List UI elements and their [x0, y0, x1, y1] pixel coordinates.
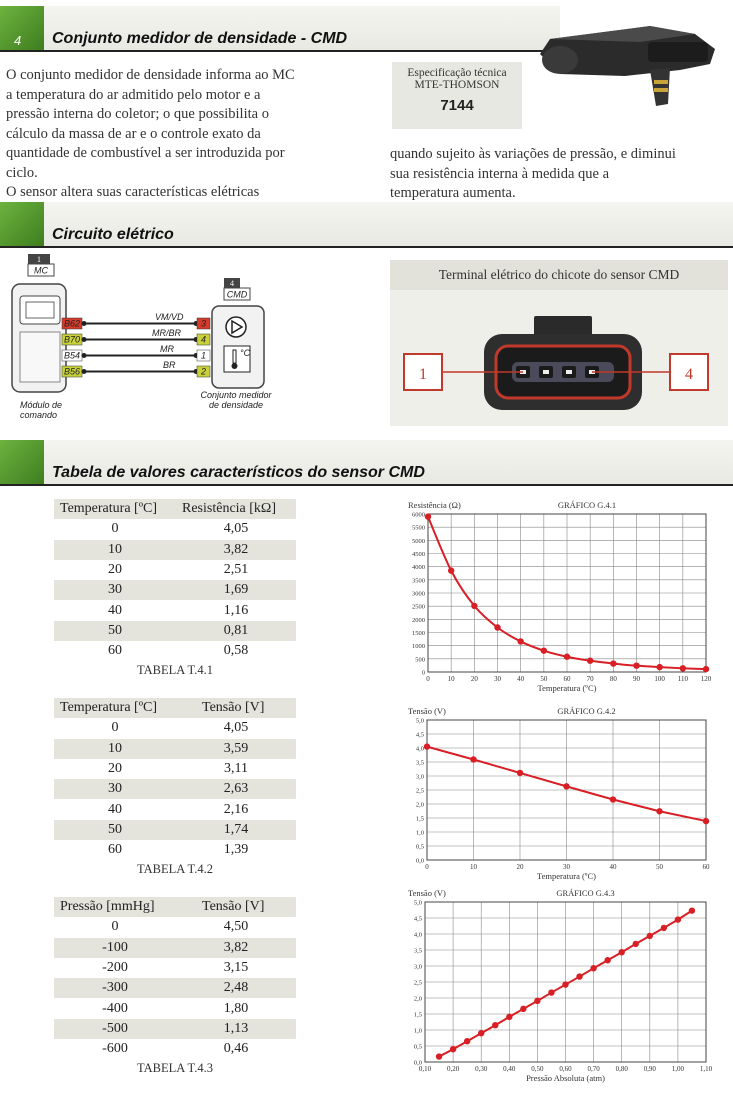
- data-point: [610, 660, 616, 666]
- table-cell: 3,82: [223, 939, 249, 955]
- x-tick-label: 20: [470, 675, 478, 683]
- table-cell: 4,05: [223, 720, 249, 736]
- x-tick-label: 1,10: [699, 1065, 713, 1073]
- connector-drawing: [390, 290, 728, 426]
- table-cell: 0,58: [223, 643, 249, 659]
- sensor-caption-line: Conjunto medidor: [200, 390, 272, 400]
- y-tick-label: 5500: [412, 524, 425, 532]
- data-point: [436, 1053, 442, 1059]
- table-caption: TABELA T.4.3: [137, 1061, 213, 1075]
- connector-panel: [390, 260, 728, 426]
- x-tick-label: 90: [633, 675, 640, 683]
- module-caption-line: comando: [20, 410, 58, 420]
- wire-3: [62, 344, 210, 361]
- sensor-caption-line: de densidade: [208, 400, 264, 410]
- table-header-row: [54, 499, 296, 519]
- x-tick-label: 0: [426, 675, 430, 683]
- pin-right: 1: [200, 350, 207, 361]
- data-point: [661, 925, 667, 931]
- intro-line: pressão interna do coletor; o que possibilita o: [6, 106, 269, 122]
- pin-right: 3: [200, 318, 207, 329]
- data-point: [470, 756, 476, 762]
- table-cell: 3,82: [223, 541, 249, 557]
- spec-line2: MTE-THOMSON: [414, 79, 500, 91]
- x-tick-label: 0,80: [615, 1065, 628, 1073]
- chart-g41: [400, 494, 720, 698]
- x-axis-label: Temperatura (ºC): [537, 683, 597, 693]
- data-point: [564, 654, 570, 660]
- y-tick-label: 1,5: [413, 1011, 422, 1019]
- data-point: [610, 796, 616, 802]
- x-tick-label: 30: [494, 675, 501, 683]
- table-cell: 1,69: [223, 582, 249, 598]
- y-tick-label: 0,0: [413, 1059, 422, 1067]
- table-cell: 50: [108, 622, 122, 638]
- data-point: [541, 647, 547, 653]
- section-title: Conjunto medidor de densidade - CMD: [52, 30, 348, 47]
- table-row: [54, 540, 296, 560]
- table-row: [54, 519, 296, 539]
- section-title: Tabela de valores característicos do sensor CMD: [52, 464, 425, 481]
- chart-title: GRÁFICO G.4.1: [557, 500, 617, 510]
- wire-name: MR/BR: [152, 328, 181, 338]
- table-row: [54, 759, 296, 779]
- data-point: [703, 818, 709, 824]
- y-tick-label: 0,5: [415, 843, 424, 851]
- data-point: [517, 770, 523, 776]
- y-tick-label: 2000: [412, 616, 425, 624]
- y-tick-label: 2,0: [415, 801, 424, 809]
- y-tick-label: 0: [421, 669, 425, 677]
- values-table-3: [54, 897, 296, 1059]
- data-point: [633, 941, 639, 947]
- data-point: [517, 638, 523, 644]
- section-header-table: [0, 440, 733, 486]
- intro-line: temperatura aumenta.: [390, 185, 516, 201]
- x-tick-label: 0,90: [643, 1065, 656, 1073]
- x-tick-label: 80: [609, 675, 617, 683]
- table-cell: 0: [111, 720, 119, 736]
- y-tick-label: 3,0: [413, 963, 422, 971]
- table-cell: 30: [108, 781, 122, 797]
- data-point: [450, 1046, 456, 1052]
- y-tick-label: 2500: [412, 603, 425, 611]
- table-caption: TABELA T.4.2: [137, 862, 213, 876]
- y-tick-label: 5,0: [413, 899, 422, 907]
- x-tick-label: 0,40: [503, 1065, 516, 1073]
- table-row: [54, 718, 296, 738]
- data-point: [478, 1030, 484, 1036]
- wire-name: BR: [163, 360, 176, 370]
- table-cell: 0,46: [223, 1041, 249, 1057]
- y-tick-label: 1000: [412, 643, 425, 651]
- data-point: [424, 743, 430, 749]
- values-table-2: [54, 698, 296, 860]
- x-tick-label: 0,10: [418, 1065, 432, 1073]
- pin-left: B56: [63, 366, 81, 377]
- table-row: [54, 621, 296, 641]
- table-cell: 60: [108, 643, 122, 659]
- data-point: [656, 808, 662, 814]
- sensor-product-image: [530, 4, 730, 114]
- pin-left: B54: [63, 350, 81, 361]
- section-marker: [0, 6, 44, 50]
- table-row: [54, 917, 296, 937]
- table-cell: 0: [111, 521, 119, 537]
- table-cell: 2,51: [223, 562, 249, 578]
- terminal-4-label: 4: [685, 366, 693, 383]
- table-cell: 2,48: [223, 980, 249, 996]
- data-point: [619, 949, 625, 955]
- data-point: [520, 1006, 526, 1012]
- y-tick-label: 0,0: [415, 857, 424, 865]
- table-cell: 30: [108, 582, 122, 598]
- data-point: [590, 965, 596, 971]
- x-axis-label: Temperatura (ºC): [537, 871, 596, 881]
- y-tick-label: 6000: [412, 511, 425, 519]
- table-row: [54, 1039, 296, 1059]
- y-tick-label: 3,5: [415, 759, 424, 767]
- thermometer-icon: [233, 350, 236, 363]
- table-header: Tensão [V]: [202, 700, 265, 716]
- table-row: [54, 998, 296, 1018]
- y-tick-label: 1,0: [415, 829, 424, 837]
- x-tick-label: 0: [425, 863, 429, 871]
- section-header-cmd: [0, 6, 560, 52]
- data-point: [633, 662, 639, 668]
- pin-right: 4: [200, 334, 207, 345]
- y-tick-label: 5000: [412, 537, 425, 545]
- x-tick-label: 0,30: [475, 1065, 488, 1073]
- table-cell: 4,05: [223, 521, 249, 537]
- table-cell: 20: [108, 761, 122, 777]
- pin-left: B62: [63, 318, 81, 329]
- intro-line: a temperatura do ar admitido pelo motor e a: [6, 86, 261, 103]
- spec-line1: Especificação técnica: [407, 67, 507, 79]
- y-tick-label: 3000: [412, 590, 425, 598]
- wire-name: VM/VD: [155, 312, 184, 322]
- section-marker: [0, 440, 44, 484]
- x-tick-label: 120: [700, 675, 712, 683]
- intro-line: ciclo.: [6, 164, 38, 181]
- table-header: Pressão [mmHg]: [60, 899, 155, 915]
- chart-g43: [400, 886, 720, 1092]
- x-tick-label: 1,00: [671, 1065, 685, 1073]
- data-point: [548, 989, 554, 995]
- table-cell: 0,81: [223, 622, 249, 638]
- data-point: [587, 657, 593, 663]
- wire-2: [62, 328, 210, 345]
- module-panel: [20, 332, 60, 382]
- table-row: [54, 938, 296, 958]
- wire-name: MR: [160, 344, 174, 354]
- x-tick-label: 40: [517, 675, 525, 683]
- y-tick-label: 0,5: [413, 1043, 422, 1051]
- table-row: [54, 600, 296, 620]
- y-tick-label: 2,5: [413, 979, 422, 987]
- data-point: [492, 1022, 498, 1028]
- intro-line: quando sujeito às variações de pressão, e diminui: [390, 146, 676, 162]
- table-cell: 10: [108, 740, 122, 756]
- module-caption-line: Módulo de: [20, 400, 63, 410]
- table-row: [54, 799, 296, 819]
- table-cell: -600: [102, 1041, 128, 1057]
- intro-line: quantidade de combustível a ser introduzida por: [6, 145, 285, 161]
- table-cell: 60: [108, 842, 122, 858]
- y-axis-label: Tensão (V): [408, 706, 446, 716]
- cmd-label: CMD: [226, 289, 248, 300]
- table-cell: 3,11: [224, 761, 248, 777]
- x-tick-label: 50: [540, 675, 548, 683]
- chart-title: GRÁFICO G.4.3: [556, 888, 615, 898]
- section-title: Circuito elétrico: [52, 226, 174, 243]
- data-point: [464, 1038, 470, 1044]
- table-row: [54, 820, 296, 840]
- module-chip: [26, 302, 54, 318]
- table-cell: -400: [102, 1000, 128, 1016]
- table-header: Temperatura [ºC]: [60, 700, 158, 716]
- section-header-circuit: [0, 202, 733, 248]
- table-header-row: [54, 698, 296, 718]
- spec-box: [392, 62, 522, 129]
- table-row: [54, 779, 296, 799]
- y-axis-label: Resistência (Ω): [408, 500, 461, 510]
- x-tick-label: 100: [654, 675, 665, 683]
- spec-code: 7144: [440, 97, 474, 114]
- table-cell: -500: [102, 1020, 128, 1036]
- values-table-1: [54, 499, 296, 661]
- intro-left: [6, 66, 346, 203]
- table-cell: 2,16: [223, 801, 249, 817]
- chart-g42: [400, 704, 720, 884]
- table-header: Temperatura [ºC]: [60, 501, 158, 517]
- table-cell: 40: [108, 602, 122, 618]
- table-row: [54, 1019, 296, 1039]
- intro-line: sua resistência interna à medida que a: [390, 165, 610, 182]
- table-header: Resistência [kΩ]: [182, 501, 276, 517]
- x-tick-label: 0,20: [446, 1065, 460, 1073]
- wire-4: [62, 360, 210, 377]
- x-tick-label: 40: [609, 863, 617, 871]
- x-tick-label: 60: [702, 863, 710, 871]
- data-point: [563, 783, 569, 789]
- x-tick-label: 0,50: [531, 1065, 544, 1073]
- y-tick-label: 2,0: [413, 995, 422, 1003]
- data-point: [494, 624, 500, 630]
- data-point: [703, 666, 709, 672]
- connector-title-bar: [390, 260, 728, 290]
- x-tick-label: 0,60: [559, 1065, 572, 1073]
- intro-line: cálculo da massa de ar e o controle exato da: [6, 125, 261, 142]
- table-cell: 4,50: [223, 919, 249, 935]
- table-row: [54, 739, 296, 759]
- data-point: [448, 567, 454, 573]
- table-cell: -100: [102, 939, 128, 955]
- x-tick-label: 30: [563, 863, 570, 871]
- data-point: [576, 973, 582, 979]
- table-cell: -200: [102, 960, 128, 976]
- data-point: [471, 603, 477, 609]
- table-row: [54, 840, 296, 860]
- table-header: Tensão [V]: [202, 899, 265, 915]
- intro-right: [390, 145, 730, 204]
- y-tick-label: 3,0: [415, 773, 424, 781]
- x-tick-label: 60: [563, 675, 571, 683]
- section-marker: [0, 202, 44, 246]
- pin-left: B70: [63, 334, 81, 345]
- table-cell: 1,80: [223, 1000, 249, 1016]
- y-tick-label: 4000: [412, 564, 425, 572]
- data-point: [680, 665, 686, 671]
- table-row: [54, 958, 296, 978]
- chart-title: GRÁFICO G.4.2: [557, 706, 616, 716]
- y-tick-label: 4500: [412, 551, 425, 558]
- terminal-1-label: 1: [419, 366, 427, 383]
- x-tick-label: 70: [586, 675, 594, 683]
- x-tick-label: 10: [447, 675, 455, 683]
- connector-title: Terminal elétrico do chicote do sensor CMD: [438, 267, 680, 282]
- table-cell: 2,63: [223, 781, 249, 797]
- data-point: [689, 907, 695, 913]
- y-tick-label: 3,5: [413, 947, 422, 955]
- y-tick-label: 5,0: [415, 717, 424, 725]
- table-header-row: [54, 897, 296, 917]
- data-point: [647, 933, 653, 939]
- data-point: [604, 957, 610, 963]
- table-cell: 0: [111, 919, 119, 935]
- data-point: [675, 916, 681, 922]
- table-cell: 10: [108, 541, 122, 557]
- y-tick-label: 1500: [412, 630, 425, 637]
- y-axis-label: Tensão (V): [408, 888, 446, 898]
- table-cell: 20: [108, 562, 122, 578]
- table-row: [54, 580, 296, 600]
- y-tick-label: 500: [415, 656, 425, 664]
- table-cell: 1,39: [223, 842, 249, 858]
- x-tick-label: 50: [656, 863, 663, 871]
- data-point: [534, 998, 540, 1004]
- x-tick-label: 20: [516, 863, 524, 871]
- intro-line: O sensor altera suas características elétricas: [6, 184, 260, 200]
- table-cell: 1,74: [223, 821, 249, 837]
- mc-label: MC: [34, 265, 48, 276]
- y-tick-label: 1,0: [413, 1027, 422, 1035]
- y-tick-label: 4,5: [413, 915, 422, 923]
- x-axis-label: Pressão Absoluta (atm): [526, 1073, 605, 1083]
- table-caption: TABELA T.4.1: [137, 663, 213, 677]
- table-cell: 3,59: [223, 740, 249, 756]
- y-tick-label: 4,5: [415, 731, 424, 739]
- section-number: 4: [14, 33, 22, 48]
- y-tick-label: 3500: [412, 577, 425, 585]
- intro-line: O conjunto medidor de densidade informa ao MC: [6, 67, 295, 83]
- table-cell: 1,13: [223, 1020, 249, 1036]
- y-tick-label: 2,5: [415, 787, 424, 795]
- table-row: [54, 560, 296, 580]
- table-cell: 40: [108, 801, 122, 817]
- data-point: [656, 664, 662, 670]
- table-cell: 50: [108, 821, 122, 837]
- wire-1: [62, 312, 210, 329]
- y-tick-label: 1,5: [415, 815, 424, 823]
- pin-right: 2: [200, 366, 207, 377]
- mc-number: 1: [37, 255, 41, 264]
- data-point: [506, 1014, 512, 1020]
- x-tick-label: 0,70: [587, 1065, 600, 1073]
- table-row: [54, 978, 296, 998]
- y-tick-label: 4,0: [413, 931, 422, 939]
- table-row: [54, 641, 296, 661]
- table-cell: 3,15: [223, 960, 249, 976]
- wiring-diagram: [0, 252, 380, 422]
- data-point: [562, 981, 568, 987]
- x-tick-label: 110: [677, 675, 688, 683]
- temperature-unit: °C: [240, 348, 251, 358]
- x-tick-label: 10: [470, 863, 477, 871]
- data-point: [425, 513, 431, 519]
- cmd-number: 4: [230, 279, 234, 288]
- y-tick-label: 4,0: [415, 745, 424, 753]
- table-cell: -300: [102, 980, 128, 996]
- table-cell: 1,16: [223, 602, 249, 618]
